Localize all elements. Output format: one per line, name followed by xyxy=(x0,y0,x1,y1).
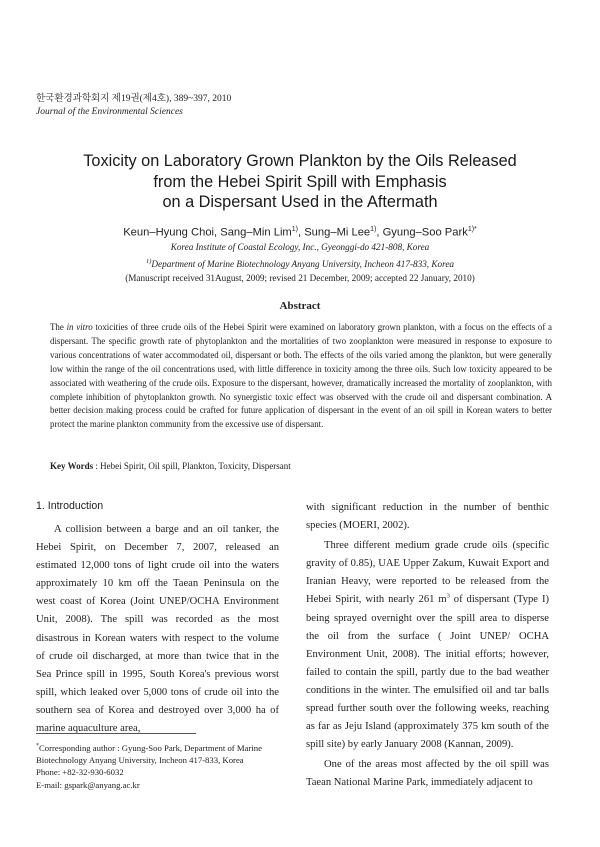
cubic-superscript: 3 xyxy=(446,592,450,600)
affiliation-2-text: Department of Marine Biotechnology Anyang University, Incheon 417-833, Korea xyxy=(151,258,455,269)
intro-p2-part-a: Three different medium grade crude oils (specific gravity of 0.85), UAE Upper Zakum, Kuwait Export and Iranian Heavy, were reported to be released from the Hebei Spirit, with nearly 261 m xyxy=(306,540,549,606)
keywords xyxy=(50,461,550,471)
left-column xyxy=(36,499,279,738)
author-1: Keun–Hyung Choi, Sang–Min Lim xyxy=(123,226,292,239)
abstract-text xyxy=(50,321,552,432)
abstract-italic-term: in vitro xyxy=(66,322,93,332)
abstract-heading: Abstract xyxy=(279,300,321,312)
corresponding-author-footnote xyxy=(36,733,286,791)
author-2: , Sung–Mi Lee xyxy=(298,226,371,239)
footnote-divider xyxy=(36,733,196,734)
affiliation-1: Korea Institute of Coastal Ecology, Inc., Gyeonggi-do 421-808, Korea xyxy=(170,242,430,252)
author-2-affil-mark: 1) xyxy=(370,226,377,233)
journal-header xyxy=(36,93,231,119)
affiliation-2-mark: 1) xyxy=(145,257,152,265)
title-line-1: Toxicity on Laboratory Grown Plankton by the Oils Released xyxy=(83,152,517,170)
footnote-phone: Phone: +82-32-930-6032 xyxy=(36,767,124,778)
intro-paragraph-2 xyxy=(306,537,549,754)
journal-english-name: Journal of the Environmental Sciences xyxy=(36,107,183,117)
author-list xyxy=(40,222,560,241)
intro-paragraph-1: A collision between a barge and an oil tanker, the Hebei Spirit, on December 7, 2007, released an estimated 12,000 tons of light crude oil into the waters approximately 10 km off the Taean Peninsula on the west coast of Korea (Joint UNEP/OCHA Environment Unit, 2008). The spill was recorded as the most disastrous in Korean waters with respect to the volume of crude oil discharged, at more than twice that in the Sea Prince spill in 1995, South Korea's previous worst spill, which leaked over 5,000 tons of crude oil into the southern sea of Korea and destroyed over 3,000 ha of marine aquaculture area, xyxy=(36,524,279,735)
author-1-affil-mark: 1) xyxy=(291,226,298,233)
abstract-body: toxicities of three crude oils of the Hebei Spirit were examined on laboratory grown plankton, with a focus on the effects of a dispersant. The specific growth rate of phytoplankton and the mortalities of two zooplankton were measured in response to exposure to various concentrations of water accommodated oil, dispersant or both. The effects of the oils varied among the plankton, but were generally low within the range of the oil concentrations used, with little difference in toxicity among the three oils. Such low toxicity appeared to be associated with weathering of the crude oils. Exposure to the dispersant, however, dramatically increased the mortality of zooplankton, with complete inhibition of phytoplankton growth. No synergistic toxic effect was observed with the crude oil and dispersant combination. A better decision making process could be crafted for future application of dispersant in the event of an oil spill in Korean waters to better protect the marine plankton community from the excessive use of dispersant. xyxy=(50,322,552,430)
footnote-email: E-mail: gspark@anyang.ac.kr xyxy=(36,779,140,790)
manuscript-dates: (Manuscript received 31August, 2009; revised 21 December, 2009; accepted 22 January, 2010) xyxy=(125,272,475,283)
footnote-author-line: Corresponding author : Gyung-Soo Park, Department of Marine Biotechnology Anyang University, Incheon 417-833, Korea xyxy=(36,742,262,766)
section-heading-introduction: 1. Introduction xyxy=(36,500,104,512)
author-3: , Gyung–Soo Park xyxy=(376,226,468,239)
title-line-2: from the Hebei Spirit Spill with Emphasis xyxy=(153,172,447,191)
intro-p2-part-b: of dispersant (Type I) being sprayed overnight over the spill area to disperse the oil from the surface ( Joint UNEP/ OCHA Environment Unit, 2008). The initial efforts; however, failed to contain the spill, partly due to the bad weather conditions in the winter. The emulsified oil and tar balls spread further south over the following weeks, reaching as far as Jeju Island (approximately 375 km south of the spill site) by early January 2008 (Kannan, 2009). xyxy=(306,594,549,751)
journal-korean-citation: 한국환경과학회지 제19권(제4호), 389~397, 2010 xyxy=(36,94,232,104)
affiliation-2 xyxy=(40,255,560,272)
affiliations xyxy=(40,241,560,285)
footnote-mark: * xyxy=(36,743,39,749)
intro-paragraph-1-continued: with significant reduction in the number of benthic species (MOERI, 2002). xyxy=(306,502,549,532)
paper-title xyxy=(40,151,560,213)
author-3-affil-mark: 1)* xyxy=(467,226,477,233)
keywords-text: : Hebei Spirit, Oil spill, Plankton, Toxicity, Dispersant xyxy=(93,461,291,471)
right-column xyxy=(306,499,549,793)
footnote-corresponding xyxy=(36,740,286,766)
abstract-pre: The xyxy=(50,322,67,332)
title-line-3: on a Dispersant Used in the Aftermath xyxy=(162,193,438,211)
keywords-label: Key Words xyxy=(50,461,94,471)
intro-paragraph-3: One of the areas most affected by the oil spill was Taean National Marine Park, immediately adjacent to xyxy=(306,759,549,789)
